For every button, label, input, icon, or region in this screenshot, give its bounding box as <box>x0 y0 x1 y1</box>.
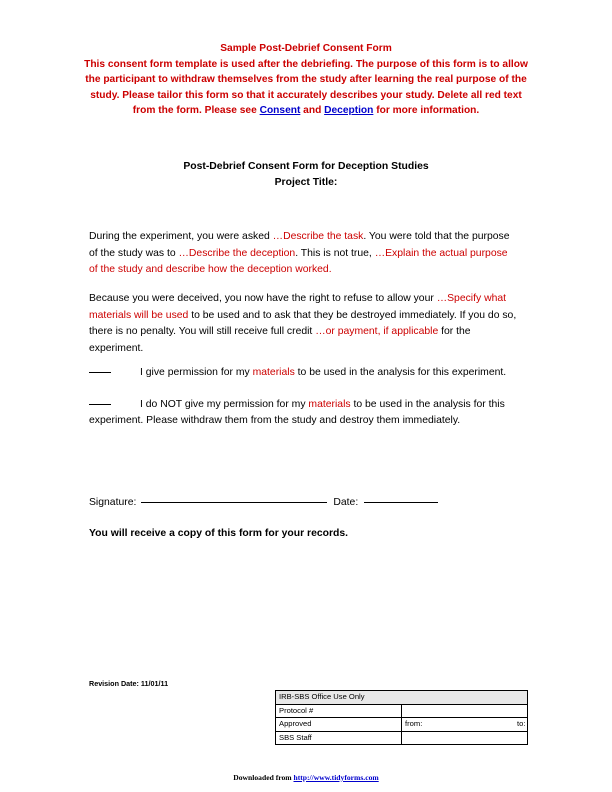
irb-table-header: IRB-SBS Office Use Only <box>276 691 528 705</box>
instruction-text-part1: This consent form template is used after the debriefing. The purpose of this form is to allow the participant to withdraw themselves from the study after learning the real purpose of the study. Please tailor this form so that it accurately describes your study. Delete all red text from the form. Please see <box>84 58 528 117</box>
signature-input-line[interactable] <box>141 502 327 503</box>
option-deny-placeholder: materials <box>308 399 351 410</box>
para-experiment-placeholder2: …Describe the deception <box>178 247 296 259</box>
table-row <box>276 731 528 745</box>
irb-sbs-staff-label: SBS Staff <box>276 731 402 745</box>
instruction-text-mid: and <box>300 105 325 117</box>
consent-link[interactable]: Consent <box>259 105 301 117</box>
option-give-text2: to be used in the analysis for this experiment. <box>294 367 507 378</box>
irb-protocol-value[interactable] <box>402 704 528 718</box>
signature-label: Signature: <box>89 497 137 508</box>
document-heading: Sample Post-Debrief Consent Form <box>220 43 392 54</box>
irb-approved-label: Approved <box>276 718 402 732</box>
option-give-placeholder: materials <box>252 367 295 378</box>
table-row <box>276 718 528 732</box>
para-experiment-text1: During the experiment, you were asked <box>89 231 273 243</box>
para-deceived-text1: Because you were deceived, you now have the right to refuse to allow your <box>89 293 437 305</box>
instruction-header <box>84 41 528 119</box>
table-row <box>276 704 528 718</box>
form-title: Post-Debrief Consent Form for Deception Studies <box>183 161 429 172</box>
option-deny-text2: to be used in the analysis for this experiment. Please withdraw them from the study and destroy them immediately. <box>89 399 505 427</box>
irb-approved-to-label: to: <box>517 719 526 728</box>
revision-date: Revision Date: 11/01/11 <box>89 679 169 688</box>
para-experiment-text2: . You were told that the purpose of the study was to <box>89 231 510 259</box>
para-experiment-text3: . This is not true, <box>295 247 375 259</box>
date-input-line[interactable] <box>364 502 438 503</box>
footer-url-link[interactable]: http://www.tidyforms.com <box>293 773 379 782</box>
instruction-text <box>84 57 528 119</box>
option-deny-blank[interactable] <box>89 404 111 405</box>
form-title-block <box>84 159 528 190</box>
para-experiment-placeholder3: …Explain the actual purpose of the study and describe how the deception worked <box>89 247 508 276</box>
irb-approved-dates[interactable] <box>402 718 528 732</box>
para-experiment-placeholder1: …Describe the task <box>272 231 364 243</box>
table-row-header <box>276 691 528 705</box>
page-footer <box>0 773 612 782</box>
option-give-text1: I give permission for my <box>140 367 253 378</box>
option-give-permission[interactable] <box>89 365 519 381</box>
irb-office-use-table <box>275 690 528 745</box>
option-deny-text1: I do NOT give my permission for my <box>140 399 309 410</box>
instruction-text-tail: for more information. <box>373 105 480 117</box>
para-deceived-placeholder2: …or payment, if applicable <box>315 326 439 338</box>
irb-protocol-label: Protocol # <box>276 704 402 718</box>
deception-link[interactable]: Deception <box>324 105 374 117</box>
copy-note: You will receive a copy of this form for your records. <box>89 528 349 539</box>
paragraph-deceived <box>89 291 519 357</box>
para-experiment-text4: . <box>328 264 332 276</box>
footer-prefix: Downloaded from <box>233 773 294 782</box>
irb-sbs-staff-value[interactable] <box>402 731 528 745</box>
para-deceived-placeholder1: …Specify what materials will be used <box>89 293 507 321</box>
para-deceived-text2: to be used and to ask that they be destroyed immediately. If you do so, there is no penalty. You will still receive full credit <box>89 309 517 338</box>
irb-approved-from-label: from: <box>405 719 423 728</box>
project-title-label: Project Title: <box>274 176 338 188</box>
signature-row <box>89 497 519 508</box>
date-label: Date: <box>333 497 359 508</box>
paragraph-experiment <box>89 229 519 278</box>
para-deceived-text3: for the experiment. <box>89 326 471 354</box>
option-deny-permission[interactable] <box>89 397 519 430</box>
option-give-blank[interactable] <box>89 372 111 373</box>
